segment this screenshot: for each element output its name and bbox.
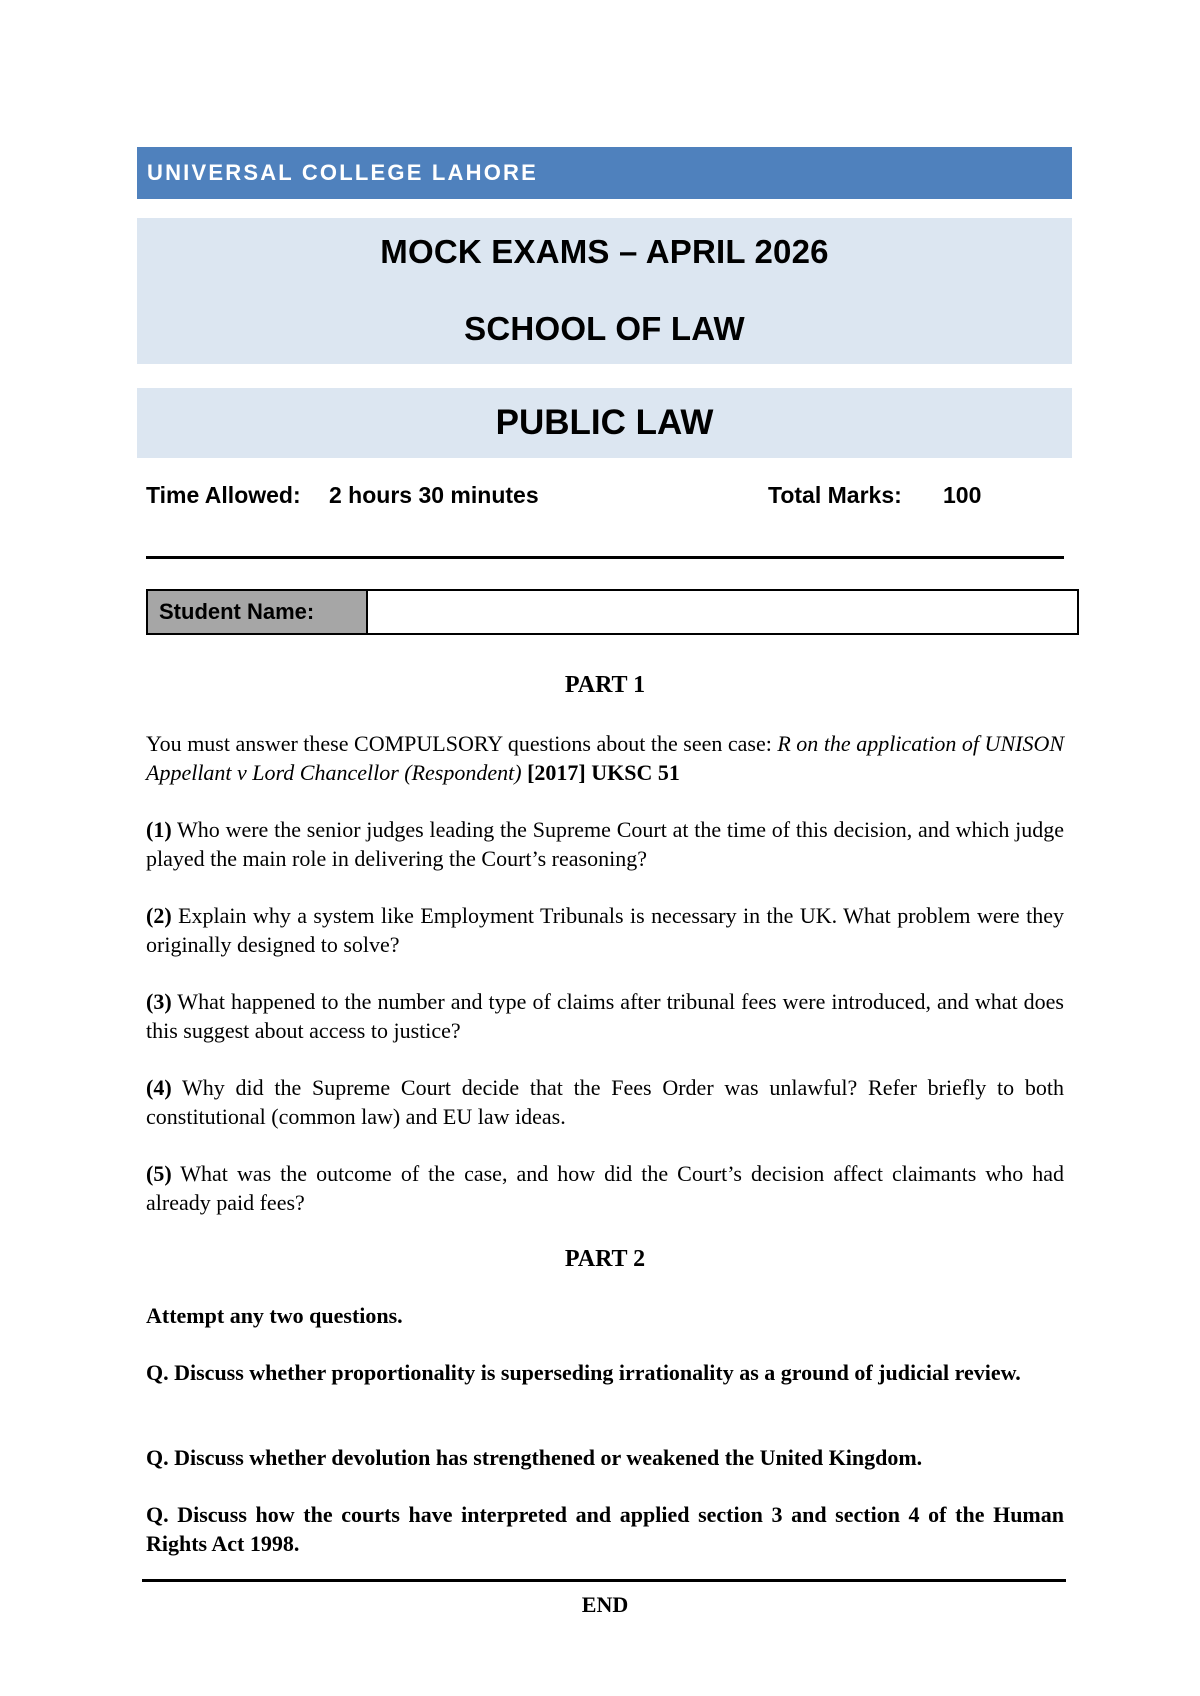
intro-text: You must answer these COMPULSORY questions about the seen case:	[146, 731, 778, 756]
question-number: (5)	[146, 1161, 172, 1186]
student-name-row	[146, 589, 1079, 635]
student-name-label: Student Name:	[148, 591, 368, 633]
college-banner	[137, 147, 1072, 199]
part-1-intro	[146, 729, 1064, 787]
part-2-question-1: Q. Discuss whether proportionality is superseding irrationality as a ground of judicial review.	[146, 1360, 1021, 1385]
question-text: What happened to the number and type of claims after tribunal fees were introduced, and what does this suggest about access to justice?	[146, 989, 1064, 1043]
question-5	[146, 1159, 1064, 1217]
student-name-field[interactable]	[368, 591, 1077, 633]
question-text: Explain why a system like Employment Tribunals is necessary in the UK. What problem were they originally designed to solve?	[146, 903, 1064, 957]
question-text: Why did the Supreme Court decide that the Fees Order was unlawful? Refer briefly to both constitutional (common law) and EU law ideas.	[146, 1075, 1064, 1129]
college-name: UNIVERSAL COLLEGE LAHORE	[147, 160, 538, 185]
question-3	[146, 987, 1064, 1045]
total-marks-label: Total Marks:	[768, 482, 902, 508]
part-2-question-3: Q. Discuss how the courts have interpreted and applied section 3 and section 4 of the Human Rights Act 1998.	[146, 1502, 1064, 1556]
subject-box	[137, 388, 1072, 458]
question-text: What was the outcome of the case, and how did the Court’s decision affect claimants who had already paid fees?	[146, 1161, 1064, 1215]
part-1-heading: PART 1	[564, 672, 646, 698]
exam-title-box	[137, 218, 1072, 364]
end-marker: END	[581, 1592, 629, 1617]
question-1	[146, 815, 1064, 873]
question-number: (2)	[146, 903, 172, 928]
school-title: SCHOOL OF LAW	[464, 310, 745, 347]
divider-bottom	[142, 1579, 1066, 1582]
total-marks-value: 100	[943, 482, 982, 508]
part-2-instruction: Attempt any two questions.	[146, 1303, 403, 1328]
case-name: R on the application of UNISON Appellant v Lord Chancellor (Respondent)	[146, 731, 1065, 785]
question-4	[146, 1073, 1064, 1131]
question-2	[146, 901, 1064, 959]
time-allowed-label: Time Allowed:	[146, 482, 301, 508]
divider-top	[146, 556, 1064, 559]
part-2-heading: PART 2	[564, 1246, 646, 1272]
part-2-question-2: Q. Discuss whether devolution has strengthened or weakened the United Kingdom.	[146, 1445, 923, 1470]
question-text: Who were the senior judges leading the Supreme Court at the time of this decision, and which judge played the main role in delivering the Court’s reasoning?	[146, 817, 1064, 871]
question-number: (4)	[146, 1075, 172, 1100]
time-allowed-value: 2 hours 30 minutes	[329, 482, 539, 508]
case-citation: [2017] UKSC 51	[521, 760, 680, 785]
subject-title: PUBLIC LAW	[495, 403, 714, 442]
question-number: (3)	[146, 989, 172, 1014]
exam-title: MOCK EXAMS – APRIL 2026	[380, 233, 829, 270]
question-number: (1)	[146, 817, 172, 842]
